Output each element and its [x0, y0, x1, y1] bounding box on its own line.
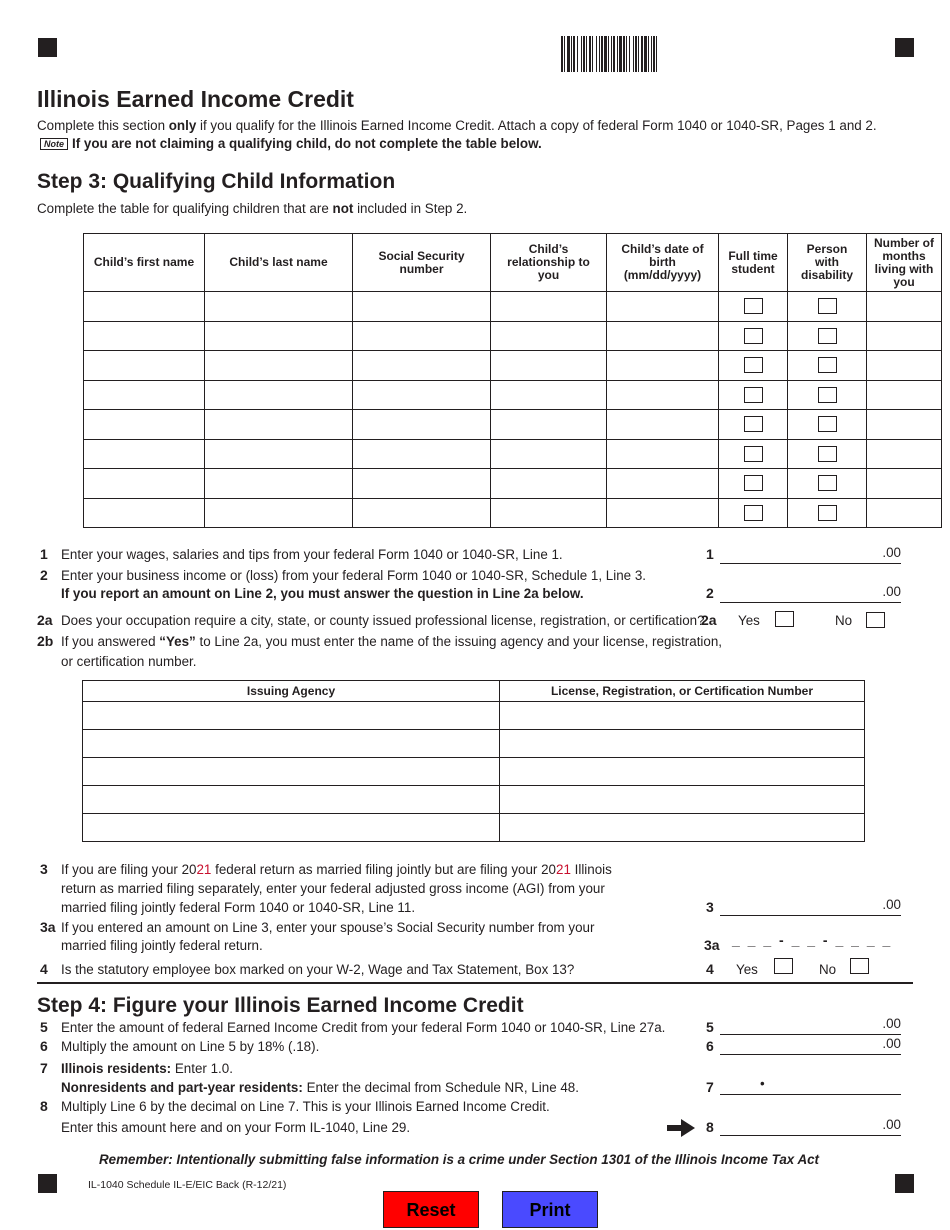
disability-checkbox[interactable]: [818, 505, 837, 521]
license-number-cell[interactable]: [500, 814, 865, 842]
line-5-ref: 5: [706, 1019, 714, 1035]
cents-label: .00: [882, 897, 901, 912]
line-3a-text-cont: married filing jointly federal return.: [61, 938, 263, 953]
line-7-ref: 7: [706, 1079, 714, 1095]
license-number-cell[interactable]: [500, 702, 865, 730]
table-input-cell[interactable]: [867, 380, 942, 410]
disability-cell: [788, 321, 867, 351]
table-input-cell[interactable]: [205, 292, 353, 322]
print-button[interactable]: Print: [502, 1191, 598, 1228]
table-input-cell[interactable]: [84, 292, 205, 322]
table-input-cell[interactable]: [491, 292, 607, 322]
intro-text: Complete this section only if you qualify for the Illinois Earned Income Credit. Attach a copy of federal Form 1040 or 1040-SR, Pages 1 and 2.: [37, 118, 877, 133]
license-number-cell[interactable]: [500, 730, 865, 758]
registration-mark: [38, 38, 57, 57]
table-input-cell[interactable]: [353, 469, 491, 499]
form-title: Illinois Earned Income Credit: [37, 86, 354, 112]
line-6-ref: 6: [706, 1038, 714, 1054]
table-input-cell[interactable]: [867, 292, 942, 322]
disability-checkbox[interactable]: [818, 357, 837, 373]
form-id-footer: IL-1040 Schedule IL-E/EIC Back (R-12/21): [88, 1179, 287, 1191]
table-input-cell[interactable]: [491, 498, 607, 528]
table-input-cell[interactable]: [607, 351, 719, 381]
line-2b-number: 2b: [37, 633, 54, 649]
disability-cell: [788, 292, 867, 322]
arrow-right-icon: [667, 1119, 695, 1137]
full-time-student-cell: [719, 380, 788, 410]
line-3-text-cont2: married filing jointly federal Form 1040 or 1040-SR, Line 11.: [61, 900, 416, 915]
barcode: [561, 36, 756, 72]
line-3-number: 3: [40, 861, 48, 877]
line-3-text-cont: return as married filing separately, enter your federal adjusted gross income (AGI) from your: [61, 881, 605, 896]
disability-cell: [788, 410, 867, 440]
table-input-cell[interactable]: [491, 439, 607, 469]
disability-cell: [788, 439, 867, 469]
step4-heading: Step 4: Figure your Illinois Earned Income Credit: [37, 994, 524, 1017]
issuing-agency-cell[interactable]: [83, 702, 500, 730]
table-input-cell[interactable]: [205, 439, 353, 469]
table-input-cell[interactable]: [84, 321, 205, 351]
line-3-ref: 3: [706, 899, 714, 915]
line-4-no-checkbox[interactable]: [850, 958, 869, 974]
line-2a-ref: 2a: [701, 612, 717, 628]
disability-cell: [788, 351, 867, 381]
table-input-cell[interactable]: [491, 380, 607, 410]
full-time-student-cell: [719, 439, 788, 469]
line-2a-text: Does your occupation require a city, state, or county issued professional license, registration, or certification?: [61, 613, 705, 628]
registration-mark: [895, 38, 914, 57]
line-6-amount-field[interactable]: [720, 1036, 901, 1055]
disability-cell: [788, 498, 867, 528]
line-4-no-label: No: [819, 962, 837, 977]
line-1-ref: 1: [706, 546, 714, 562]
table-input-cell[interactable]: [84, 498, 205, 528]
line-8-amount-field[interactable]: [720, 1117, 901, 1136]
decimal-point: •: [760, 1076, 765, 1091]
table-input-cell[interactable]: [353, 410, 491, 440]
issuing-agency-cell[interactable]: [83, 814, 500, 842]
table-input-cell[interactable]: [84, 410, 205, 440]
table-input-cell[interactable]: [607, 469, 719, 499]
table-input-cell[interactable]: [205, 469, 353, 499]
line-4-ref: 4: [706, 961, 714, 977]
line-3-amount-field[interactable]: [720, 897, 901, 916]
table-input-cell[interactable]: [607, 292, 719, 322]
col-first-name: Child’s first name: [84, 234, 205, 292]
line-3a-text: If you entered an amount on Line 3, enter your spouse’s Social Security number from your: [61, 920, 595, 935]
disability-checkbox[interactable]: [818, 446, 837, 462]
table-input-cell[interactable]: [867, 410, 942, 440]
disability-cell: [788, 380, 867, 410]
line-4-number: 4: [40, 961, 48, 977]
table-input-cell[interactable]: [867, 351, 942, 381]
issuing-agency-cell[interactable]: [83, 758, 500, 786]
table-row: [84, 292, 942, 322]
step3-desc: Complete the table for qualifying children that are not included in Step 2.: [37, 201, 468, 216]
license-number-cell[interactable]: [500, 758, 865, 786]
table-input-cell[interactable]: [84, 469, 205, 499]
table-input-cell[interactable]: [205, 380, 353, 410]
line-2-text: Enter your business income or (loss) from your federal Form 1040 or 1040-SR, Schedule 1, Line 3.: [61, 568, 647, 583]
cents-label: .00: [882, 545, 901, 560]
line-8-text-cont: Enter this amount here and on your Form IL-1040, Line 29.: [61, 1120, 411, 1135]
note-icon: Note: [40, 138, 68, 150]
line-2a-yes-checkbox[interactable]: [775, 611, 794, 627]
col-ssn: Social Security number: [353, 234, 491, 292]
table-input-cell[interactable]: [205, 351, 353, 381]
line-2a-no-label: No: [835, 613, 853, 628]
note-line: Note If you are not claiming a qualifying child, do not complete the table below.: [40, 134, 542, 153]
cents-label: .00: [882, 1117, 901, 1132]
col-relationship: Child’s relationship to you: [491, 234, 607, 292]
license-table-row: [83, 758, 865, 786]
table-input-cell[interactable]: [607, 321, 719, 351]
line-4-yes-checkbox[interactable]: [774, 958, 793, 974]
line-5-number: 5: [40, 1019, 48, 1035]
section-divider: [37, 982, 913, 984]
line-1-text: Enter your wages, salaries and tips from your federal Form 1040 or 1040-SR, Line 1.: [61, 547, 563, 562]
license-table: [82, 680, 865, 842]
table-row: [84, 321, 942, 351]
line-8-ref: 8: [706, 1119, 714, 1135]
table-row: [84, 498, 942, 528]
cents-label: .00: [882, 1016, 901, 1031]
table-input-cell[interactable]: [353, 380, 491, 410]
line-2-amount-field[interactable]: [720, 584, 901, 603]
table-row: [84, 410, 942, 440]
remember-notice: Remember: Intentionally submitting false information is a crime under Section 1301 of the Illinois Income Tax Act: [99, 1152, 820, 1167]
line-6-number: 6: [40, 1038, 48, 1054]
full-time-student-checkbox[interactable]: [744, 446, 763, 462]
line-1-number: 1: [40, 546, 48, 562]
col-last-name: Child’s last name: [205, 234, 353, 292]
col-license-number: License, Registration, or Certification Number: [500, 681, 865, 702]
table-header-row: [84, 234, 942, 292]
table-input-cell[interactable]: [491, 410, 607, 440]
table-input-cell[interactable]: [607, 410, 719, 440]
line-2-bold-text: If you report an amount on Line 2, you must answer the question in Line 2a below.: [61, 586, 584, 601]
line-4-text: Is the statutory employee box marked on your W-2, Wage and Tax Statement, Box 13?: [61, 962, 575, 977]
license-table-row: [83, 702, 865, 730]
table-input-cell[interactable]: [867, 439, 942, 469]
table-row: [84, 469, 942, 499]
spouse-ssn-field[interactable]: _ _ _ - _ _ - _ _ _ _: [732, 932, 893, 948]
disability-checkbox[interactable]: [818, 475, 837, 491]
line-2a-no-checkbox[interactable]: [866, 612, 885, 628]
license-table-row: [83, 814, 865, 842]
line-3-text: If you are filing your 2021 federal return as married filing jointly but are filing your 2021 Illinois: [61, 862, 612, 877]
line-7-text: Illinois residents: Enter 1.0.: [61, 1061, 233, 1076]
line-4-yes-label: Yes: [736, 962, 758, 977]
col-dob: Child’s date of birth (mm/dd/yyyy): [607, 234, 719, 292]
issuing-agency-cell[interactable]: [83, 730, 500, 758]
table-input-cell[interactable]: [867, 321, 942, 351]
line-7-number: 7: [40, 1060, 48, 1076]
step3-heading: Step 3: Qualifying Child Information: [37, 170, 396, 193]
line-8-number: 8: [40, 1098, 48, 1114]
table-input-cell[interactable]: [205, 410, 353, 440]
full-time-student-cell: [719, 351, 788, 381]
disability-checkbox[interactable]: [818, 298, 837, 314]
table-input-cell[interactable]: [353, 498, 491, 528]
table-input-cell[interactable]: [84, 439, 205, 469]
line-2-number: 2: [40, 567, 48, 583]
table-input-cell[interactable]: [205, 321, 353, 351]
line-2a-yes-label: Yes: [738, 613, 760, 628]
line-5-amount-field[interactable]: [720, 1016, 901, 1035]
col-full-time-student: Full time student: [719, 234, 788, 292]
col-issuing-agency: Issuing Agency: [83, 681, 500, 702]
table-input-cell[interactable]: [353, 321, 491, 351]
line-3a-ref: 3a: [704, 937, 720, 953]
full-time-student-checkbox[interactable]: [744, 387, 763, 403]
license-table-row: [83, 730, 865, 758]
table-input-cell[interactable]: [353, 439, 491, 469]
col-months: Number of months living with you: [867, 234, 942, 292]
col-disability: Person with disability: [788, 234, 867, 292]
line-2b-text-cont: or certification number.: [61, 654, 197, 669]
table-input-cell[interactable]: [607, 498, 719, 528]
disability-checkbox[interactable]: [818, 328, 837, 344]
table-input-cell[interactable]: [867, 498, 942, 528]
line-3a-number: 3a: [40, 919, 56, 935]
table-input-cell[interactable]: [84, 351, 205, 381]
full-time-student-cell: [719, 321, 788, 351]
table-input-cell[interactable]: [607, 380, 719, 410]
line-8-text: Multiply Line 6 by the decimal on Line 7. This is your Illinois Earned Income Credit.: [61, 1099, 550, 1114]
full-time-student-checkbox[interactable]: [744, 298, 763, 314]
line-7-decimal-field[interactable]: [720, 1076, 901, 1095]
line-6-text: Multiply the amount on Line 5 by 18% (.18).: [61, 1039, 320, 1054]
full-time-student-checkbox[interactable]: [744, 505, 763, 521]
disability-checkbox[interactable]: [818, 416, 837, 432]
table-input-cell[interactable]: [491, 321, 607, 351]
line-2-ref: 2: [706, 585, 714, 601]
table-input-cell[interactable]: [491, 351, 607, 381]
full-time-student-cell: [719, 469, 788, 499]
license-number-cell[interactable]: [500, 786, 865, 814]
full-time-student-checkbox[interactable]: [744, 475, 763, 491]
table-row: [84, 351, 942, 381]
line-7-text-cont: Nonresidents and part-year residents: Enter the decimal from Schedule NR, Line 48.: [61, 1080, 579, 1095]
table-row: [84, 380, 942, 410]
table-row: [84, 439, 942, 469]
qualifying-child-table: [83, 233, 942, 528]
license-table-header: [83, 681, 865, 702]
license-table-row: [83, 786, 865, 814]
registration-mark: [38, 1174, 57, 1193]
full-time-student-cell: [719, 498, 788, 528]
line-5-text: Enter the amount of federal Earned Income Credit from your federal Form 1040 or 1040-SR, Line 27a.: [61, 1020, 666, 1035]
full-time-student-checkbox[interactable]: [744, 416, 763, 432]
table-input-cell[interactable]: [353, 351, 491, 381]
cents-label: .00: [882, 1036, 901, 1051]
cents-label: .00: [882, 584, 901, 599]
line-1-amount-field[interactable]: [720, 545, 901, 564]
table-input-cell[interactable]: [205, 498, 353, 528]
disability-cell: [788, 469, 867, 499]
table-input-cell[interactable]: [867, 469, 942, 499]
line-2b-text: If you answered “Yes” to Line 2a, you must enter the name of the issuing agency and your license, registration,: [61, 634, 723, 649]
disability-checkbox[interactable]: [818, 387, 837, 403]
table-input-cell[interactable]: [607, 439, 719, 469]
reset-button[interactable]: Reset: [383, 1191, 479, 1228]
issuing-agency-cell[interactable]: [83, 786, 500, 814]
full-time-student-checkbox[interactable]: [744, 328, 763, 344]
full-time-student-cell: [719, 410, 788, 440]
table-input-cell[interactable]: [84, 380, 205, 410]
full-time-student-checkbox[interactable]: [744, 357, 763, 373]
table-input-cell[interactable]: [353, 292, 491, 322]
registration-mark: [895, 1174, 914, 1193]
full-time-student-cell: [719, 292, 788, 322]
line-2a-number: 2a: [37, 612, 53, 628]
table-input-cell[interactable]: [491, 469, 607, 499]
